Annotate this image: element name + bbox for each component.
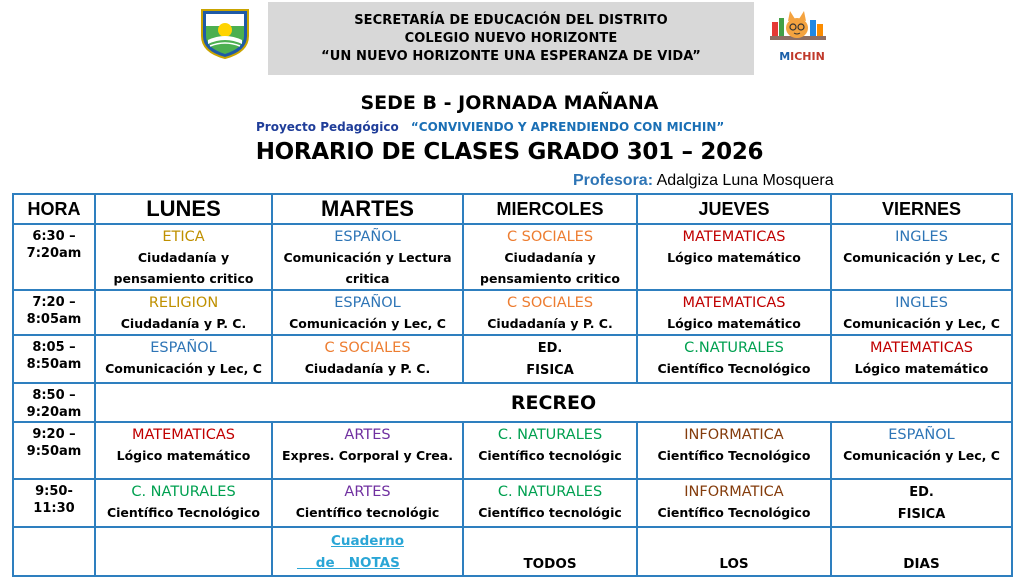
proyecto-line	[256, 120, 724, 134]
class-cell	[95, 422, 272, 479]
class-cell	[831, 422, 1012, 479]
subject-description: Lógico matemático	[116, 448, 251, 463]
recreo-hora: 8:50 – 9:20am	[13, 383, 95, 422]
class-cell	[463, 422, 637, 479]
subject-name: MATEMATICAS	[869, 340, 973, 356]
cuaderno-line1: Cuaderno	[331, 533, 404, 549]
recreo-label: RECREO	[95, 383, 1012, 422]
hora-cell	[13, 290, 95, 335]
subject-name: INFORMATICA	[684, 484, 784, 500]
schedule-table	[12, 193, 1013, 577]
subject-description: Ciudadanía y pensamiento critico	[480, 250, 620, 286]
subject-description: Científico Tecnológico	[106, 505, 261, 520]
header-jueves: JUEVES	[637, 194, 831, 224]
school-logo	[196, 6, 254, 60]
subject-description: Comunicación y Lec, C	[843, 316, 1000, 331]
footer-dias: DIAS	[831, 527, 1012, 576]
subject-name: ED.	[537, 341, 563, 356]
sede-title: SEDE B - JORNADA MAÑANA	[360, 92, 659, 114]
michin-caption: MICHIN	[779, 50, 825, 63]
hora-text: 7:20 – 8:05am	[26, 295, 82, 327]
class-cell	[272, 422, 463, 479]
class-cell	[463, 224, 637, 290]
class-cell	[831, 335, 1012, 383]
subject-description: Comunicación y Lectura critica	[283, 250, 452, 286]
class-cell	[95, 290, 272, 335]
subject-description: Comunicación y Lec, C	[843, 250, 1000, 265]
subject-description: Ciudadanía y P. C.	[120, 316, 247, 331]
proyecto-label: Proyecto Pedagógico	[256, 120, 399, 134]
school-name: COLEGIO NUEVO HORIZONTE	[404, 30, 618, 46]
subject-name: INGLES	[895, 229, 948, 245]
subject-name: INGLES	[895, 295, 948, 311]
class-cell	[95, 224, 272, 290]
class-cell	[831, 290, 1012, 335]
class-cell	[831, 479, 1012, 527]
subject-name: ED.	[909, 485, 934, 500]
class-cell	[272, 335, 463, 383]
cuaderno-notas-link[interactable]	[272, 527, 463, 576]
class-cell	[272, 224, 463, 290]
subject-name: ARTES	[344, 484, 391, 500]
subject-description: Ciudadanía y pensamiento critico	[113, 250, 254, 286]
profesora-name: Adalgiza Luna Mosquera	[656, 172, 834, 189]
secretaria-line: SECRETARÍA DE EDUCACIÓN DEL DISTRITO	[354, 12, 668, 28]
subject-name: C SOCIALES	[506, 229, 594, 245]
class-cell	[831, 224, 1012, 290]
class-cell	[637, 335, 831, 383]
subject-name: C. NATURALES	[497, 484, 603, 500]
subject-description: FISICA	[897, 507, 946, 522]
footer-todos: TODOS	[463, 527, 637, 576]
footer-empty	[13, 527, 95, 576]
footer-empty	[95, 527, 272, 576]
subject-name: ESPAÑOL	[334, 295, 401, 311]
table-row	[13, 224, 1012, 290]
hora-cell	[13, 422, 95, 479]
subject-name: ETICA	[162, 229, 205, 245]
header-martes: MARTES	[272, 194, 463, 224]
class-cell	[272, 479, 463, 527]
subject-description: Científico Tecnológico	[657, 361, 811, 376]
footer-row	[13, 527, 1012, 576]
hora-cell	[13, 224, 95, 290]
hora-text: 6:30 – 7:20am	[26, 229, 82, 261]
class-cell	[463, 335, 637, 383]
subject-description: Comunicación y Lec, C	[105, 361, 262, 376]
profesora-line	[573, 172, 834, 190]
header-lunes: LUNES	[95, 194, 272, 224]
subject-description: Científico Tecnológico	[657, 505, 811, 520]
subject-name: RELIGION	[148, 295, 219, 311]
subject-description: Lógico matemático	[667, 316, 801, 331]
subject-name: ESPAÑOL	[888, 427, 955, 443]
subject-name: MATEMATICAS	[682, 295, 786, 311]
subject-name: ARTES	[344, 427, 391, 443]
subject-description: Lógico matemático	[667, 250, 801, 265]
subject-description: FISICA	[526, 363, 574, 378]
class-cell	[637, 224, 831, 290]
subject-description: Ciudadanía y P. C.	[487, 316, 613, 331]
hora-cell	[13, 479, 95, 527]
class-cell	[637, 479, 831, 527]
footer-los: LOS	[637, 527, 831, 576]
subject-name: MATEMATICAS	[682, 229, 786, 245]
cuaderno-line2: de NOTAS	[297, 555, 400, 571]
header-viernes: VIERNES	[831, 194, 1012, 224]
subject-description: Lógico matemático	[854, 361, 989, 376]
subject-name: C.NATURALES	[684, 340, 784, 356]
subject-description: Científico tecnológic	[478, 505, 622, 520]
school-motto: “UN NUEVO HORIZONTE UNA ESPERANZA DE VIDA”	[321, 48, 701, 64]
subject-name: C. NATURALES	[497, 427, 603, 443]
proyecto-name: “CONVIVIENDO Y APRENDIENDO CON MICHIN”	[410, 120, 725, 134]
profesora-label: Profesora:	[573, 172, 654, 189]
subject-name: INFORMATICA	[684, 427, 784, 443]
subject-name: ESPAÑOL	[150, 340, 217, 356]
subject-description: Comunicación y Lec, C	[843, 448, 1000, 463]
subject-name: C SOCIALES	[324, 340, 411, 356]
class-cell	[637, 290, 831, 335]
class-cell	[463, 479, 637, 527]
subject-name: C SOCIALES	[506, 295, 594, 311]
class-cell	[272, 290, 463, 335]
table-row	[13, 422, 1012, 479]
hora-text: 9:20 – 9:50am	[26, 427, 82, 459]
class-cell	[637, 422, 831, 479]
institution-header	[268, 2, 754, 75]
table-row	[13, 290, 1012, 335]
subject-description: Científico tecnológic	[478, 448, 622, 463]
table-row	[13, 479, 1012, 527]
subject-name: MATEMATICAS	[131, 427, 235, 443]
hora-text: 9:50- 11:30	[33, 484, 75, 516]
subject-description: Científico tecnológic	[295, 505, 440, 520]
header-hora: HORA	[13, 194, 95, 224]
class-cell	[95, 335, 272, 383]
subject-name: C. NATURALES	[131, 484, 236, 500]
table-row	[13, 335, 1012, 383]
subject-description: Expres. Corporal y Crea.	[282, 448, 453, 463]
page-title: HORARIO DE CLASES GRADO 301 – 2026	[255, 139, 764, 165]
class-cell	[95, 479, 272, 527]
subject-description: Científico Tecnológico	[657, 448, 811, 463]
header-miercoles: MIERCOLES	[463, 194, 637, 224]
class-cell	[463, 290, 637, 335]
hora-cell	[13, 335, 95, 383]
subject-description: Ciudadanía y P. C.	[304, 361, 431, 376]
recreo-row	[13, 383, 1012, 422]
subject-name: ESPAÑOL	[334, 229, 401, 245]
subject-description: Comunicación y Lec, C	[289, 316, 446, 331]
header-row	[13, 194, 1012, 224]
hora-text: 8:05 – 8:50am	[26, 340, 82, 372]
